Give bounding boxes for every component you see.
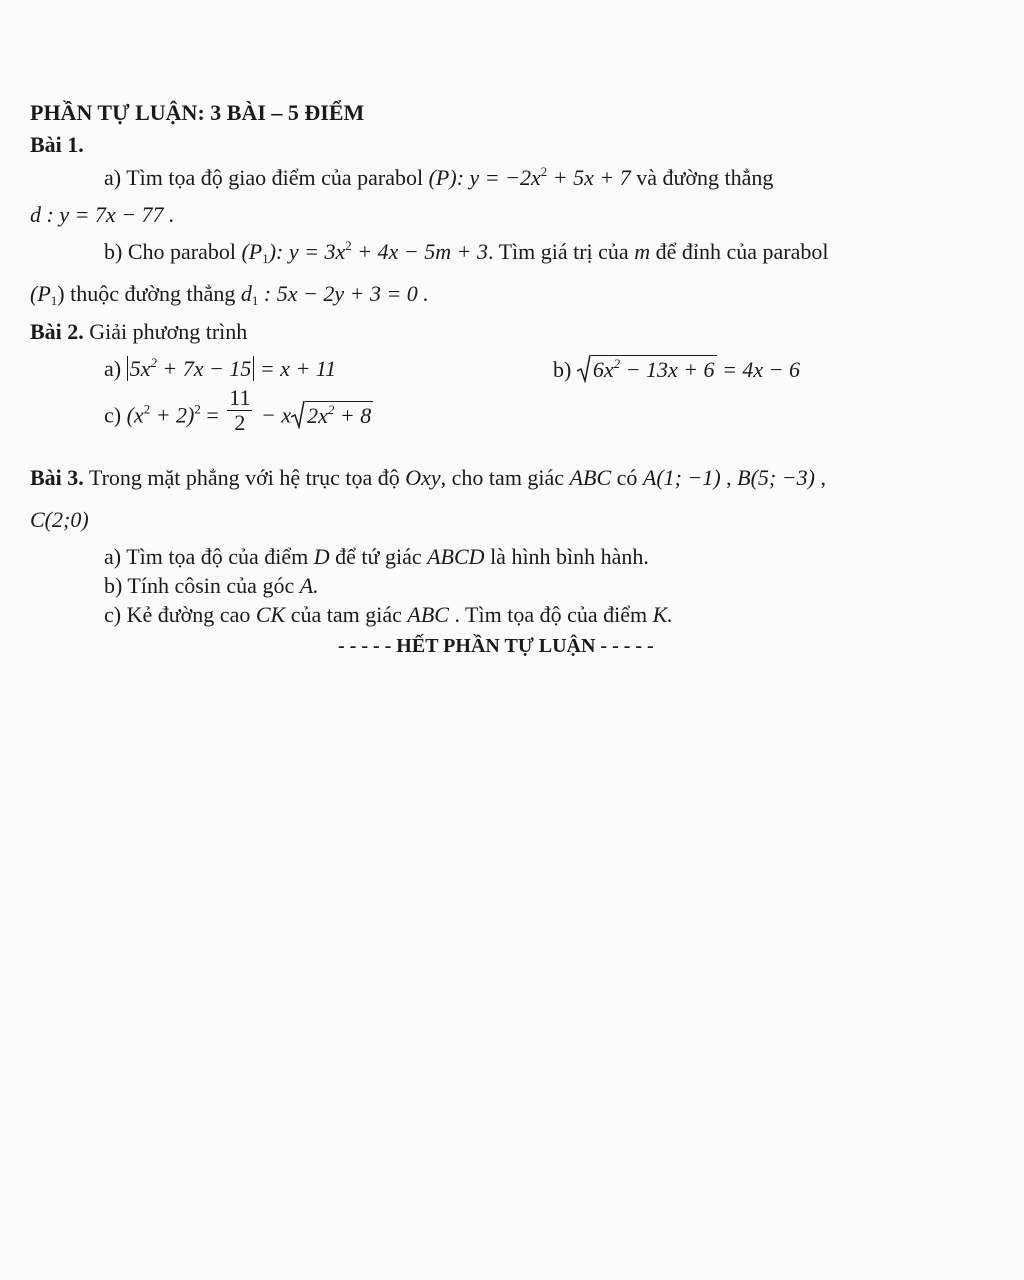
bai2-b-rad-pre: 6x: [592, 357, 614, 382]
bai1-b2-text: ) thuộc đường thẳng: [57, 281, 241, 306]
bai2-b-label: b): [553, 357, 572, 382]
bai3-b-line: [104, 572, 319, 600]
bai3-a-d: D: [313, 544, 330, 569]
bai2-c-eq: =: [200, 402, 225, 428]
bai2-c-fraction: [227, 386, 252, 435]
bai1-b-text: b) Cho parabol: [104, 239, 242, 264]
bai2-c-lhs-post: + 2): [150, 402, 195, 428]
bai3-title: Bài 3.: [30, 465, 84, 490]
bai2-b-rad-post: − 13x + 6: [620, 357, 715, 382]
bai3-a-text: a) Tìm tọa độ của điểm: [104, 544, 314, 569]
bai2-c-exp3: 2: [327, 401, 335, 417]
bai1-b-eq-post: + 4x − 5m + 3: [351, 239, 488, 264]
bai2-c-line: [104, 385, 373, 435]
bai3-comma: ,: [814, 465, 826, 490]
bai1-b2-sub: 1: [50, 293, 58, 308]
bai2-a-rhs: = x + 11: [254, 356, 337, 381]
bai2-title-line: [30, 318, 247, 346]
bai2-c-rad-pre: 2x: [307, 402, 328, 428]
bai1-b2-d: d: [240, 281, 252, 306]
bai3-line1: [30, 464, 826, 492]
bai2-c-lhs-pre: (x: [126, 402, 144, 428]
bai3-sep: ,: [720, 465, 738, 490]
bai2-c-exp2: 2: [194, 401, 201, 417]
bai3-c-abc: ABC: [407, 602, 449, 627]
bai3-c-text: c) Kẻ đường cao: [104, 602, 256, 627]
bai2-a-line: [104, 355, 336, 383]
bai2-b-sqrt: [577, 355, 717, 384]
bai2-a-abs-post: + 7x − 15: [156, 356, 252, 381]
bai3-oxy: Oxy: [405, 465, 441, 490]
bai1-b-exp: 2: [345, 238, 352, 253]
bai1-a-parabol: (P): [428, 165, 457, 190]
radical-sign-icon: [291, 399, 305, 429]
bai3-c-text3: . Tìm tọa độ của điểm: [448, 602, 653, 627]
bai1-b-m: m: [634, 239, 651, 264]
bai2-b-line: [553, 355, 800, 384]
bai1-a-line: [104, 164, 773, 192]
bai1-b2-parabol: (P: [30, 281, 51, 306]
bai3-text3: có: [611, 465, 643, 490]
bai3-c-text2: của tam giác: [285, 602, 408, 627]
bai1-a-exp: 2: [540, 164, 548, 179]
bai2-a-abs: [127, 356, 255, 381]
bai2-a-abs-pre: 5x: [129, 356, 151, 381]
bai2-c-exp1: 2: [143, 401, 151, 417]
bai1-b-line: [104, 238, 828, 266]
bai3-a-line: [104, 543, 649, 571]
bai2-c-label: c): [104, 402, 122, 428]
bai3-point-b: B(5; −3): [737, 465, 815, 490]
bai1-b2-eq: : 5x − 2y + 3 = 0 .: [258, 281, 429, 306]
bai2-title: Bài 2.: [30, 319, 84, 344]
bai1-b-text2: . Tìm giá trị của: [487, 239, 635, 264]
bai3-point-c: C(2;0): [30, 507, 89, 532]
bai2-b-rhs: = 4x − 6: [716, 357, 801, 382]
bai2-c-num: 11: [229, 385, 251, 410]
bai3-abc: ABC: [569, 465, 612, 490]
bai1-a-text: a) Tìm tọa độ giao điểm của parabol: [104, 165, 429, 190]
bai1-a-eq-pre: : y = −2x: [456, 165, 541, 190]
bai1-b-sub: 1: [262, 251, 269, 266]
bai3-b-a: A.: [299, 573, 319, 598]
bai3-point-a: A(1; −1): [642, 465, 721, 490]
bai1-a-line2: d : y = 7x − 77 .: [30, 202, 175, 227]
bai2-c-minus: − x: [255, 402, 292, 428]
bai1-b-text3: để đỉnh của parabol: [650, 239, 829, 264]
radical-sign-icon: [577, 353, 591, 383]
bai3-b-text: b) Tính côsin của góc: [104, 573, 300, 598]
bai1-b-parabol: (P: [241, 239, 263, 264]
bai3-text: Trong mặt phẳng với hệ trục tọa độ: [83, 465, 406, 490]
bai1-b2-d-sub: 1: [251, 293, 259, 308]
bai2-b-exp: 2: [613, 356, 621, 371]
bai3-a-text2: để tứ giác: [329, 544, 428, 569]
bai2-title-rest: Giải phương trình: [83, 319, 248, 344]
bai3-c-k: K.: [652, 602, 673, 627]
bai1-title: Bài 1.: [30, 132, 84, 157]
bai2-a-exp: 2: [150, 355, 157, 370]
bai3-a-text3: là hình bình hành.: [484, 544, 649, 569]
bai3-c-ck: CK: [255, 602, 286, 627]
bai3-text2: , cho tam giác: [440, 465, 570, 490]
footer-end-marker: - - - - - HẾT PHẦN TỰ LUẬN - - - - -: [338, 635, 654, 657]
bai2-a-label: a): [104, 356, 122, 381]
bai2-c-sqrt: [291, 401, 373, 430]
bai1-b-eq-pre: ): y = 3x: [268, 239, 346, 264]
bai2-c-den: 2: [234, 410, 246, 435]
bai2-c-rad-post: + 8: [334, 402, 372, 428]
bai3-c-line: [104, 601, 673, 629]
section-header: PHẦN TỰ LUẬN: 3 BÀI – 5 ĐIỂM: [30, 100, 365, 125]
bai1-b-line2: [30, 280, 429, 308]
bai3-a-abcd: ABCD: [427, 544, 485, 569]
bai1-a-eq-post: + 5x + 7: [547, 165, 631, 190]
bai1-a-text2: và đường thẳng: [630, 165, 774, 190]
